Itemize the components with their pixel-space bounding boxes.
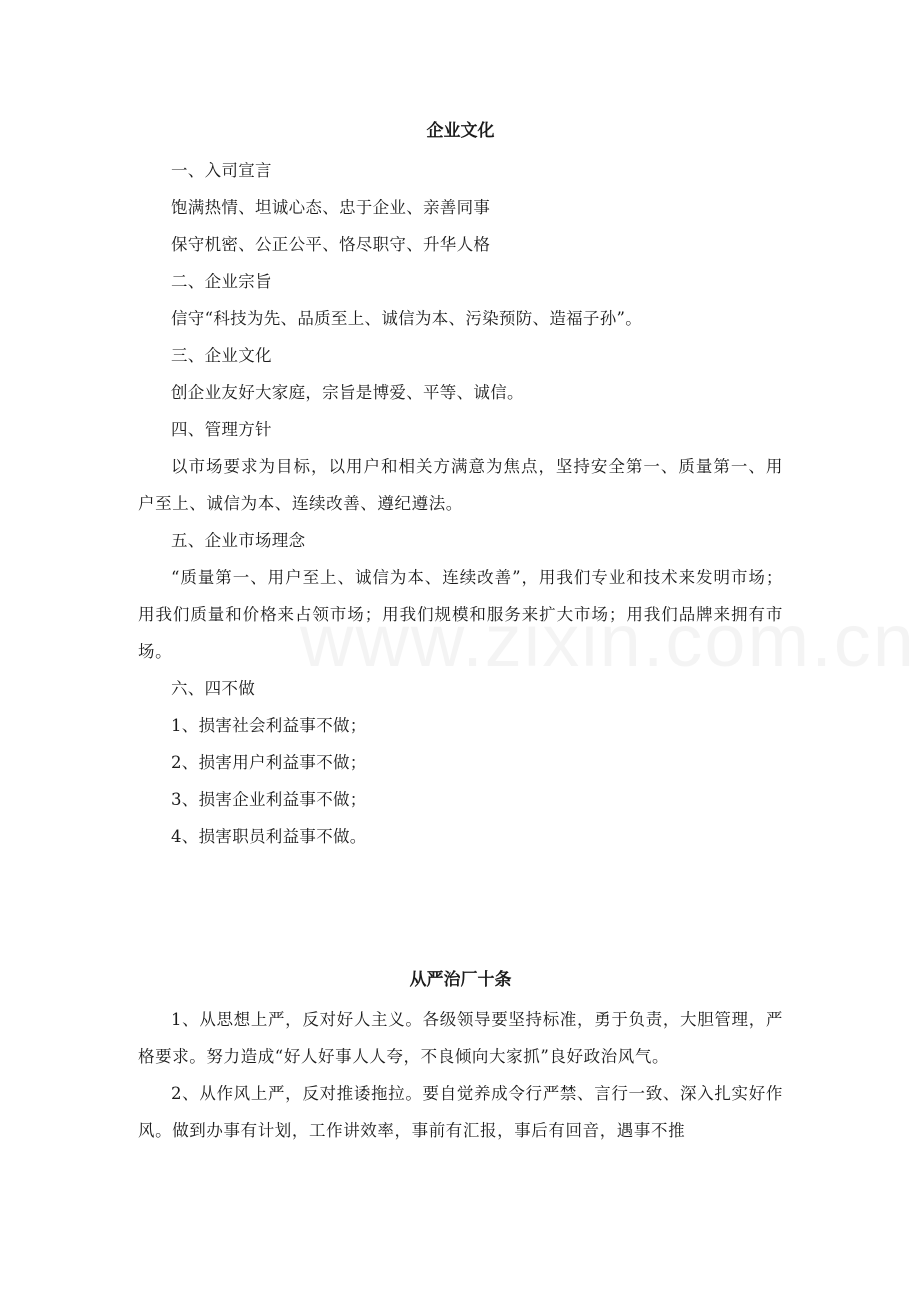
list-item: 1、损害社会利益事不做； <box>171 716 367 735</box>
paragraph: 以市场要求为目标，以用户和相关方满意为焦点，坚持安全第一、质量第一、用户至上、诚信为本、连续改善、遵纪遵法。 <box>138 457 783 513</box>
heading-management-policy: 四、管理方针 <box>171 420 272 439</box>
list-item: 4、损害职员利益事不做。 <box>171 827 367 846</box>
paragraph: 保守机密、公正公平、恪尽职守、升华人格 <box>171 235 491 254</box>
paragraph: 创企业友好大家庭，宗旨是博爱、平等、诚信。 <box>171 383 524 402</box>
list-item: 3、损害企业利益事不做； <box>171 790 367 809</box>
document-body <box>138 116 783 1149</box>
section-title-ten-rules: 从严治厂十条 <box>409 970 512 990</box>
heading-company-culture: 三、企业文化 <box>171 346 272 365</box>
heading-market-philosophy: 五、企业市场理念 <box>171 531 306 550</box>
paragraph: 饱满热情、坦诚心态、忠于企业、亲善同事 <box>171 198 491 217</box>
paragraph: 信守“科技为先、品质至上、诚信为本、污染预防、造福子孙”。 <box>171 309 643 328</box>
paragraph: “质量第一、用户至上、诚信为本、连续改善”，用我们专业和技术来发明市场；用我们质量和价格来占领市场；用我们规模和服务来扩大市场；用我们品牌来拥有市场。 <box>138 568 783 661</box>
section-title-corporate-culture: 企业文化 <box>426 121 495 141</box>
heading-entry-declaration: 一、入司宣言 <box>171 161 272 180</box>
paragraph: 1、从思想上严，反对好人主义。各级领导要坚持标准，勇于负责，大胆管理，严格要求。努力造成“好人好事人人夸，不良倾向大家抓”良好政治风气。 <box>138 1010 783 1066</box>
list-item: 2、损害用户利益事不做； <box>171 753 367 772</box>
heading-company-purpose: 二、企业宗旨 <box>171 272 272 291</box>
paragraph: 2、从作风上严，反对推诿拖拉。要自觉养成令行严禁、言行一致、深入扎实好作风。做到办事有计划，工作讲效率，事前有汇报，事后有回音，遇事不推 <box>138 1084 783 1140</box>
heading-four-donts: 六、四不做 <box>171 679 255 698</box>
